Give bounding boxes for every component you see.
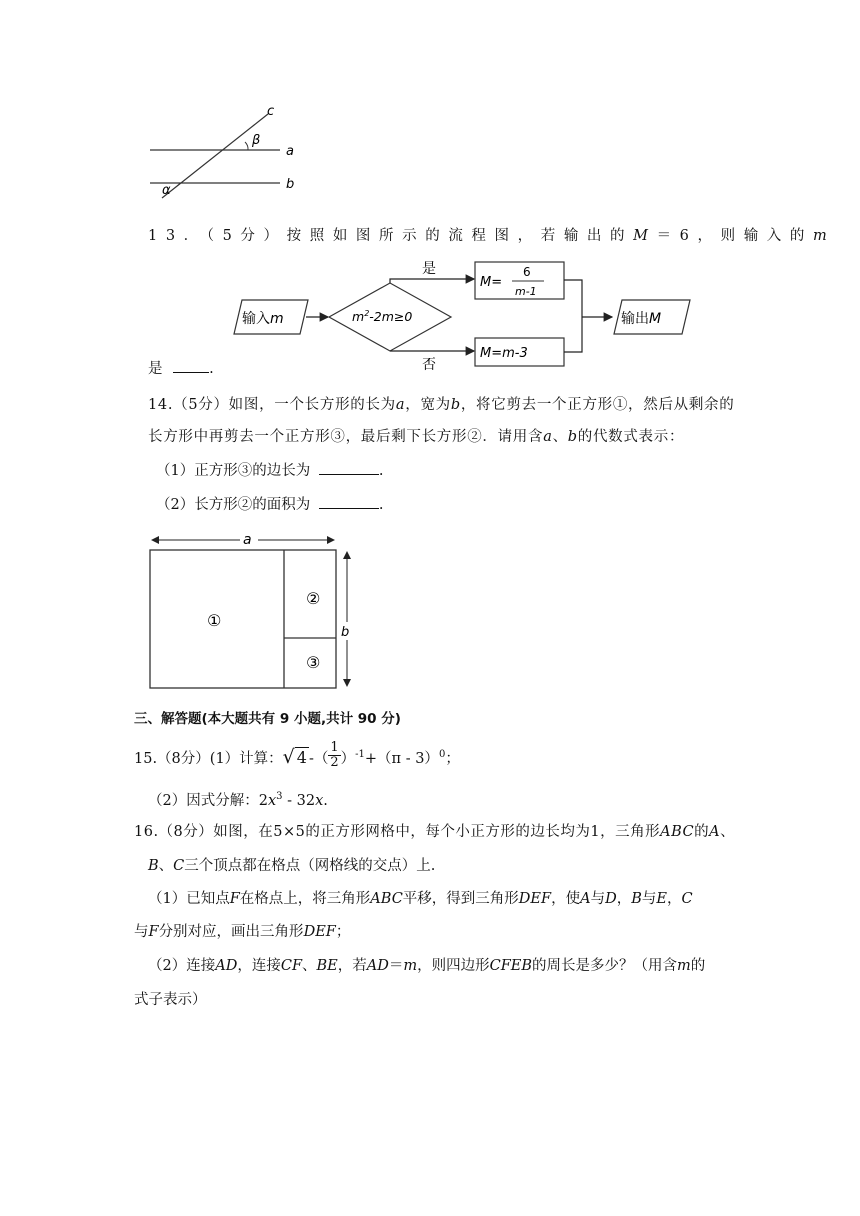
output-label: 输出M bbox=[621, 311, 662, 327]
dimension-a-label: a bbox=[243, 532, 252, 548]
q16-l3-E: E bbox=[656, 891, 667, 907]
q15-x2: x bbox=[315, 792, 324, 809]
q16-l3-6: ， bbox=[616, 891, 632, 907]
q16-l5-6: ，则四边形 bbox=[417, 958, 490, 974]
q16-line3 bbox=[148, 889, 693, 909]
fraction-num: 1 bbox=[330, 740, 339, 756]
q14-var-b2: b bbox=[567, 429, 578, 445]
q14-text-1: 14.（5分）如图，一个长方形的长为 bbox=[148, 397, 396, 413]
q15-line2-prefix: （2）因式分解： bbox=[148, 792, 259, 809]
label-b: b bbox=[286, 177, 295, 192]
q14-sub1-end: . bbox=[378, 463, 384, 479]
q16-abc: ABC bbox=[660, 824, 695, 840]
q16-l4-DEF: DEF bbox=[303, 924, 336, 940]
q15-minus: -（ bbox=[308, 750, 329, 767]
q14-sub1-text: （1）正方形③的边长为 bbox=[156, 463, 311, 479]
label-alpha: α bbox=[162, 183, 171, 198]
q15-paren: ） bbox=[340, 750, 356, 767]
q16-l5-8: 的 bbox=[690, 958, 706, 974]
q16-l3-A: A bbox=[580, 891, 591, 907]
yes-box-lhs: M= bbox=[480, 275, 503, 290]
input-label: 输入m bbox=[242, 311, 284, 327]
region-3-label: ③ bbox=[306, 653, 321, 672]
q13-prefix: 13．（5分）按照如图所示的流程图，若输出的 bbox=[148, 228, 634, 244]
q16-line6: 式子表示） bbox=[134, 992, 207, 1008]
yes-box-den: m-1 bbox=[515, 285, 537, 298]
exp-zero: 0 bbox=[438, 749, 446, 760]
q16-l3-4: ，使 bbox=[551, 891, 581, 907]
q14-text-2: ，宽为 bbox=[405, 397, 451, 413]
q16-l5-CFEB: CFEB bbox=[489, 958, 533, 974]
arrow-yes bbox=[390, 279, 474, 283]
q14-text-3: ，将它剪去一个正方形①，然后从剩余的 bbox=[460, 397, 735, 413]
q16-l4-1: 与 bbox=[134, 924, 149, 940]
q15-x: x bbox=[267, 792, 277, 809]
q16-l3-3: 平移，得到三角形 bbox=[402, 891, 519, 907]
label-c: c bbox=[267, 104, 275, 119]
q16-l5-1: （2）连接 bbox=[148, 958, 216, 974]
q16-l3-ABC: ABC bbox=[370, 891, 403, 907]
q14-sub1 bbox=[156, 460, 383, 481]
q16-l5-m: m bbox=[403, 958, 418, 974]
q16-l4-3: ； bbox=[335, 924, 351, 940]
fraction-den: 2 bbox=[330, 755, 339, 771]
q14-line2 bbox=[148, 427, 684, 447]
q15-plus: +（π - 3） bbox=[364, 750, 439, 767]
q15-line2-end: . bbox=[323, 792, 328, 809]
q16-text-3: 三个顶点都在格点（网格线的交点）上. bbox=[184, 858, 436, 874]
q16-l5-m2: m bbox=[677, 958, 691, 974]
yes-label: 是 bbox=[422, 261, 436, 277]
q13-answer-line bbox=[148, 358, 214, 379]
connector-yes-to-output bbox=[564, 280, 582, 317]
q14-sub1-blank[interactable] bbox=[319, 460, 379, 475]
q16-l3-C: C bbox=[681, 891, 693, 907]
q16-l4-2: 分别对应，画出三角形 bbox=[158, 924, 304, 940]
q16-l5-5: ＝ bbox=[388, 958, 404, 974]
q16-C: C bbox=[173, 858, 185, 874]
q16-line1 bbox=[134, 822, 735, 842]
condition-label: $m^2-2m\ge 0$ bbox=[352, 309, 413, 324]
q14-var-a2: a bbox=[543, 429, 553, 445]
q16-sep-2: 、 bbox=[158, 858, 174, 874]
q15-prefix: 15.（8分）(1）计算： bbox=[134, 750, 283, 767]
q16-l3-D: D bbox=[605, 891, 617, 907]
q16-l3-1: （1）已知点 bbox=[148, 891, 230, 907]
q16-l5-BE: BE bbox=[316, 958, 338, 974]
q16-l5-4: ，若 bbox=[337, 958, 367, 974]
q14-sep: 、 bbox=[552, 429, 568, 445]
dimension-b-label: b bbox=[341, 625, 350, 640]
q16-l3-2: 在格点上，将三角形 bbox=[239, 891, 371, 907]
q13-end-suffix: . bbox=[209, 361, 214, 377]
q13-line bbox=[148, 226, 835, 246]
q15-end: ； bbox=[445, 750, 460, 767]
section-3-title: 三、解答题(本大题共有 9 小题,共计 90 分) bbox=[134, 711, 401, 727]
yes-box-num: 6 bbox=[523, 265, 531, 279]
q16-l3-8: ， bbox=[666, 891, 682, 907]
q16-l5-AD2: AD bbox=[366, 958, 389, 974]
q16-sep-1: 、 bbox=[720, 824, 736, 840]
q14-sub2-blank[interactable] bbox=[319, 494, 379, 509]
q16-l3-DEF: DEF bbox=[518, 891, 552, 907]
q14-sub2-text: （2）长方形②的面积为 bbox=[156, 497, 311, 513]
q13-var-M: M bbox=[633, 228, 657, 244]
q16-l5-7: 的周长是多少？（用含 bbox=[532, 958, 678, 974]
q16-l5-AD: AD bbox=[215, 958, 238, 974]
no-box-label: M=m-3 bbox=[480, 346, 528, 361]
label-beta: β bbox=[252, 133, 261, 148]
q13-var-m: m bbox=[813, 228, 836, 244]
q13-end-prefix: 是 bbox=[148, 361, 163, 377]
no-label: 否 bbox=[422, 357, 436, 373]
q16-l3-B: B bbox=[631, 891, 642, 907]
q15-minus32: - 32 bbox=[282, 792, 316, 809]
sqrt-symbol: √ bbox=[282, 745, 295, 768]
parallel-lines-figure bbox=[140, 100, 310, 202]
q14-sub2-end: . bbox=[378, 497, 384, 513]
q15-line1 bbox=[134, 740, 460, 771]
q16-l3-F: F bbox=[229, 891, 240, 907]
fraction bbox=[328, 741, 340, 770]
q16-l5-3: 、 bbox=[302, 958, 317, 974]
q16-l3-5: 与 bbox=[590, 891, 606, 907]
sqrt-arg: 4 bbox=[296, 747, 307, 767]
exp-neg-one: -1 bbox=[355, 749, 365, 760]
q16-l5-CF: CF bbox=[280, 958, 302, 974]
q16-A: A bbox=[709, 824, 721, 840]
q16-line4 bbox=[134, 922, 350, 942]
q16-B: B bbox=[148, 858, 159, 874]
q13-eq: ＝6，则输入的 bbox=[656, 228, 814, 244]
q14-var-a: a bbox=[395, 397, 406, 413]
q16-l3-7: 与 bbox=[641, 891, 657, 907]
q14-var-b: b bbox=[450, 397, 461, 413]
q14-sub2 bbox=[156, 494, 383, 515]
q15-line2 bbox=[148, 787, 328, 811]
region-2-label: ② bbox=[306, 589, 321, 608]
q14-text-5: 的代数式表示： bbox=[577, 429, 685, 445]
q14-text-4: 长方形中再剪去一个正方形③，最后剩下长方形②．请用含 bbox=[148, 429, 544, 445]
q16-text-2: 的 bbox=[694, 824, 710, 840]
region-1-label: ① bbox=[207, 611, 222, 630]
q16-l5-2: ，连接 bbox=[237, 958, 281, 974]
q15-coef: 2 bbox=[258, 792, 268, 809]
q15-exp3: 3 bbox=[276, 791, 283, 802]
q14-line1 bbox=[148, 395, 734, 415]
q13-answer-blank[interactable] bbox=[173, 358, 209, 373]
angle-beta-arc bbox=[245, 142, 248, 150]
q16-text-1: 16.（8分）如图，在5×5的正方形网格中，每个小正方形的边长均为1，三角形 bbox=[134, 824, 661, 840]
flowchart-figure bbox=[232, 255, 702, 375]
label-a: a bbox=[286, 144, 294, 159]
connector-no-to-output bbox=[564, 317, 582, 352]
rectangle-figure bbox=[140, 526, 365, 692]
q16-line5 bbox=[148, 956, 705, 976]
q16-l4-F: F bbox=[148, 924, 159, 940]
q16-line2 bbox=[148, 856, 435, 876]
